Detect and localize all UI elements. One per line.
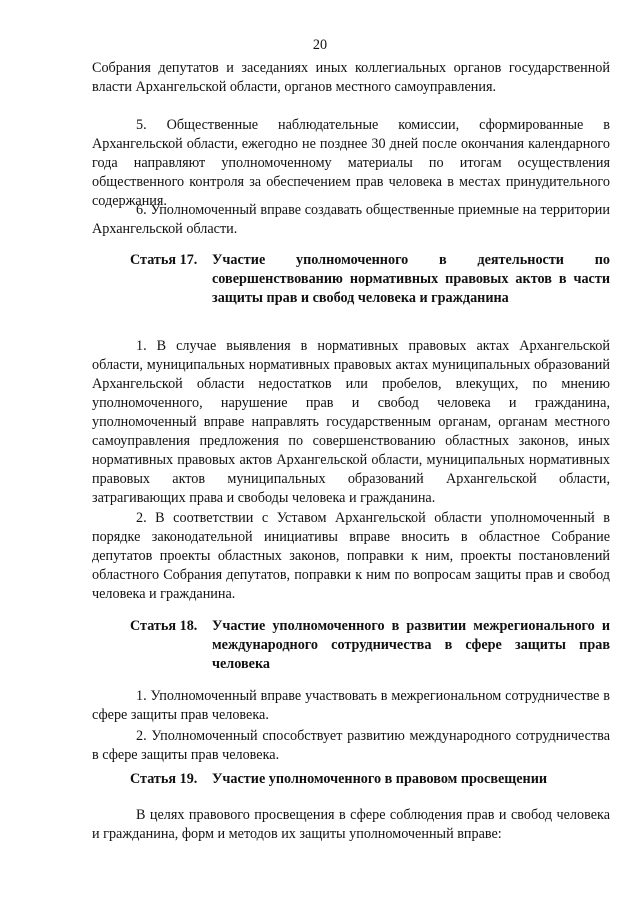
article-18-title: Участие уполномоченного в развитии межрегионального и международного сотрудничества в сфере защиты прав человека xyxy=(212,618,610,672)
article-17-heading xyxy=(92,251,610,308)
article-18-heading xyxy=(92,617,610,674)
article-19-number: Статья 19. xyxy=(130,771,198,787)
paragraph-item-5: 5. Общественные наблюдательные комиссии, сформированные в Архангельской области, ежегодно не позднее 30 дней после окончания календарного года направляют уполномоченному материалы по итогам осуществления общественного контроля за обеспечением прав человека в местах принудительного содержания. xyxy=(92,117,610,209)
paragraph-continuation: Собрания депутатов и заседаниях иных коллегиальных органов государственной власти Архангельской области, органов местного самоуправления. xyxy=(92,60,610,95)
article-18-paragraph-1: 1. Уполномоченный вправе участвовать в межрегиональном сотрудничестве в сфере защиты прав человека. xyxy=(92,688,610,723)
paragraph-item-6: 6. Уполномоченный вправе создавать общественные приемные на территории Архангельской области. xyxy=(92,202,610,237)
article-19-heading xyxy=(92,770,610,789)
article-17-paragraph-1: 1. В случае выявления в нормативных правовых актах Архангельской области, муниципальных нормативных правовых актах муниципальных образований Архангельской области недостатков или пробелов, влекущих, по мнению уполномоченного, нарушение прав и свобод человека и гражданина, уполномоченный вправе направлять государственным органам, органам местного самоуправления предложения по совершенствованию областных законов, иных нормативных правовых актов Архангельской области, муниципальных нормативных правовых актов муниципальных образований Архангельской области, затрагивающих права и свободы человека и гражданина. xyxy=(92,338,610,506)
article-17-title: Участие уполномоченного в деятельности по совершенствованию нормативных правовых актов в части защиты прав и свобод человека и гражданина xyxy=(212,252,610,306)
article-19-paragraph-1: В целях правового просвещения в сфере соблюдения прав и свобод человека и гражданина, форм и методов их защиты уполномоченный вправе: xyxy=(92,807,610,842)
article-18-paragraph-2: 2. Уполномоченный способствует развитию международного сотрудничества в сфере защиты прав человека. xyxy=(92,728,610,763)
article-19-title: Участие уполномоченного в правовом просвещении xyxy=(212,771,548,787)
article-17-paragraph-2: 2. В соответствии с Уставом Архангельской области уполномоченный в порядке законодательной инициативы вправе вносить в областное Собрание депутатов проекты областных законов, поправки к ним, проекты постановлений областного Собрания депутатов, поправки к ним по вопросам защиты прав и свобод человека и гражданина. xyxy=(92,510,610,602)
page-number: 20 xyxy=(312,37,328,53)
article-17-number: Статья 17. xyxy=(130,252,198,268)
article-18-number: Статья 18. xyxy=(130,618,198,634)
